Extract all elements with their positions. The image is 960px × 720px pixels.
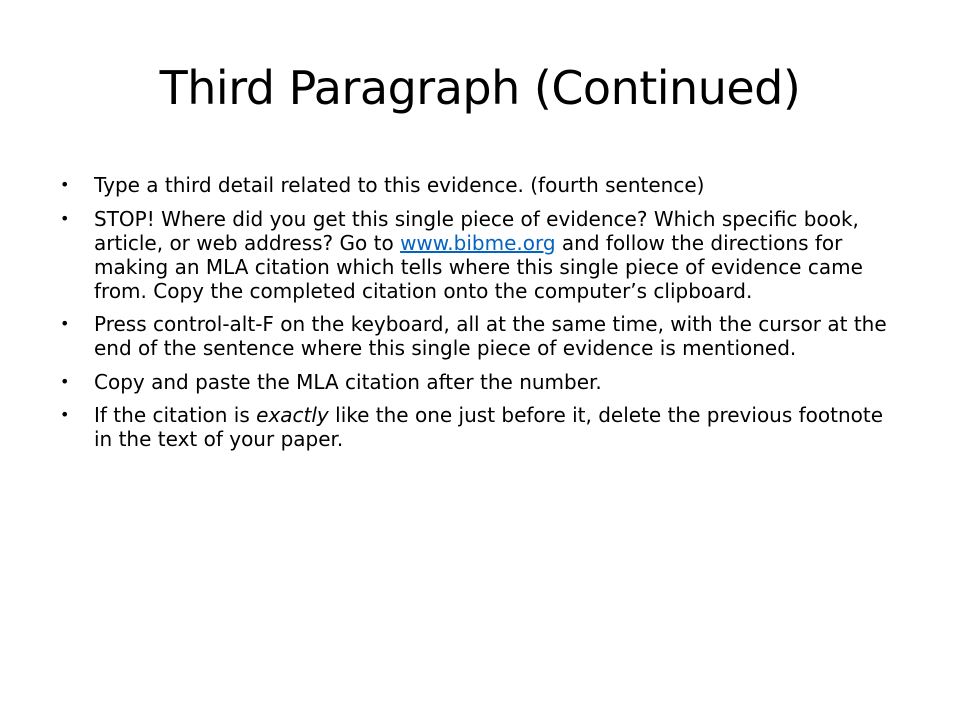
bullet-text: and follow the directions for making an MLA citation which tells where this single piece of evidence came from. Copy the completed citation onto the computer’s clipboard. <box>94 230 863 303</box>
bullet-icon: • <box>60 175 70 194</box>
emphasis-text: exactly <box>256 403 329 427</box>
bullet-item <box>60 369 894 394</box>
bullet-item <box>60 173 894 197</box>
bullet-text: STOP! Where did you get this single piece of evidence? Which specific book, article, or web address? Go to <box>94 206 859 255</box>
bullet-text: Copy and paste the MLA citation after the number. <box>94 369 602 394</box>
bibme-link[interactable]: www.bibme.org <box>400 230 556 255</box>
bullet-item <box>60 312 894 360</box>
bullet-icon: • <box>60 314 70 333</box>
bullet-list <box>60 173 894 461</box>
bullet-text: Type a third detail related to this evidence. (fourth sentence) <box>94 173 705 197</box>
bullet-icon: • <box>60 208 70 228</box>
bullet-icon: • <box>60 371 70 391</box>
slide-title: Third Paragraph (Continued) <box>159 61 801 115</box>
bullet-item <box>60 403 894 451</box>
bullet-icon: • <box>60 405 70 424</box>
bullet-item <box>60 206 894 303</box>
bullet-text: Press control-alt-F on the keyboard, all at the same time, with the cursor at the end of the sentence where this single piece of evidence is mentioned. <box>94 312 887 360</box>
bullet-text: If the citation is <box>94 403 257 427</box>
bullet-text: like the one just before it, delete the previous footnote in the text of your paper. <box>94 403 884 451</box>
